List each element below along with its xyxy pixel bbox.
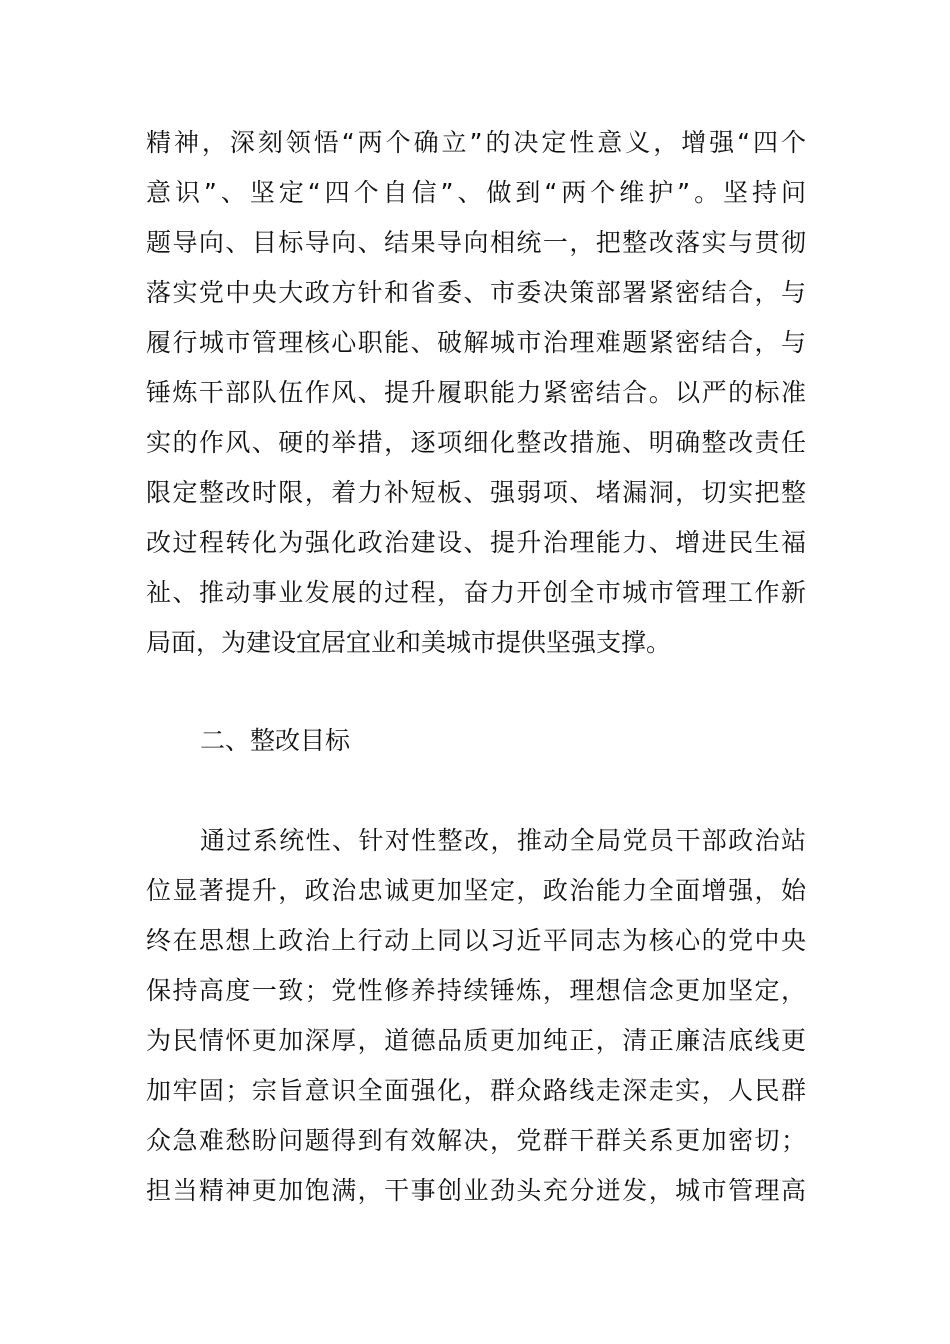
text-line: 为民情怀更加深厚，道德品质更加纯正，清正廉洁底线更 — [146, 1026, 806, 1055]
text-line: 祉、推动事业发展的过程，奋力开创全市城市管理工作新 — [146, 578, 806, 607]
text-line: 局面，为建设宜居宜业和美城市提供坚强支撑。 — [146, 628, 672, 657]
section-heading: 二、整改目标 — [200, 726, 351, 755]
section-heading-container — [146, 716, 806, 766]
text-line: 精神，深刻领悟“两个确立”的决定性意义，增强“四个 — [146, 128, 806, 157]
text-line: 实的作风、硬的举措，逐项细化整改措施、明确整改责任 — [146, 428, 806, 457]
text-line: 保持高度一致；党性修养持续锤炼，理想信念更加坚定， — [146, 976, 806, 1005]
text-line: 众急难愁盼问题得到有效解决，党群干群关系更加密切； — [146, 1126, 806, 1155]
paragraph-rectification-goals — [146, 816, 806, 1216]
text-line: 通过系统性、针对性整改，推动全局党员干部政治站 — [200, 826, 806, 855]
text-line: 位显著提升，政治忠诚更加坚定，政治能力全面增强，始 — [146, 876, 806, 905]
text-line: 担当精神更加饱满，干事创业劲头充分迸发，城市管理高 — [146, 1176, 806, 1205]
text-line: 意识”、坚定“四个自信”、做到“两个维护”。坚持问 — [146, 178, 806, 207]
text-line: 加牢固；宗旨意识全面强化，群众路线走深走实，人民群 — [146, 1076, 806, 1105]
text-line: 限定整改时限，着力补短板、强弱项、堵漏洞，切实把整 — [146, 478, 806, 507]
paragraph-guiding-principles — [146, 118, 806, 668]
text-line: 落实党中央大政方针和省委、市委决策部署紧密结合，与 — [146, 278, 806, 307]
text-line: 终在思想上政治上行动上同以习近平同志为核心的党中央 — [146, 926, 806, 955]
text-line: 题导向、目标导向、结果导向相统一，把整改落实与贯彻 — [146, 228, 806, 257]
text-line: 履行城市管理核心职能、破解城市治理难题紧密结合，与 — [146, 328, 806, 357]
text-line: 改过程转化为强化政治建设、提升治理能力、增进民生福 — [146, 528, 806, 557]
text-line: 锤炼干部队伍作风、提升履职能力紧密结合。以严的标准 — [146, 378, 806, 407]
